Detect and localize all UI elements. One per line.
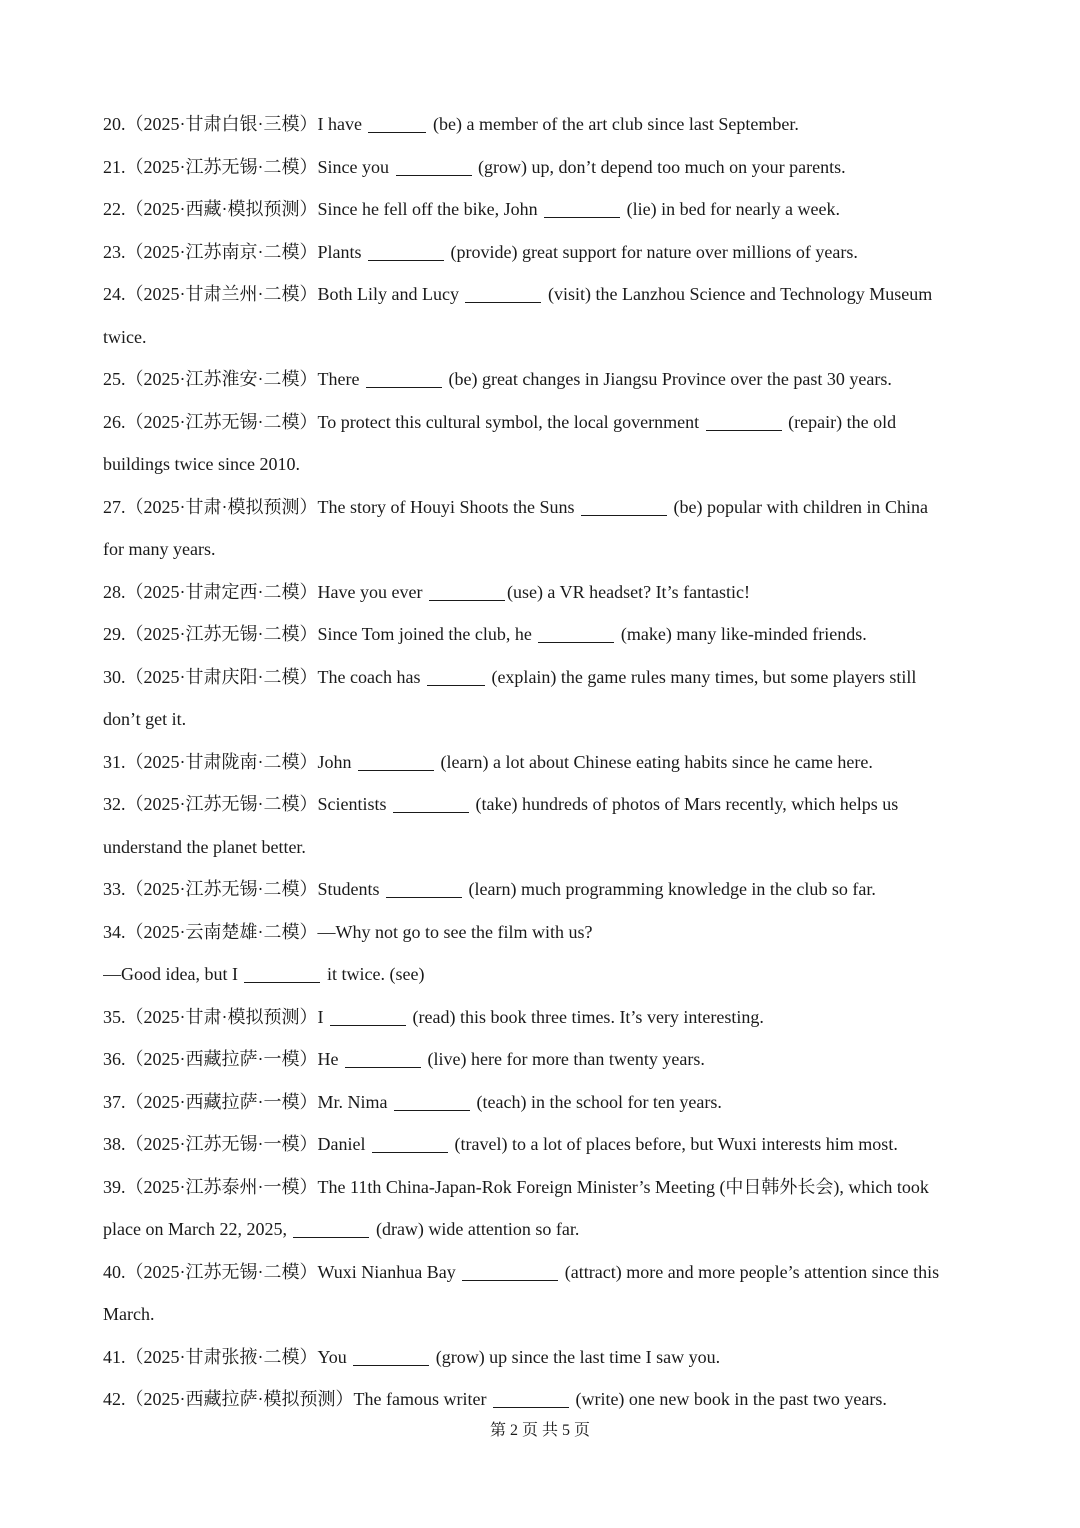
question-text: —Why not go to see the film with us?	[317, 921, 593, 942]
question-text: (grow) up since the last time I saw you.	[431, 1346, 721, 1367]
question-text: —Good idea, but I	[103, 964, 243, 984]
question-number: 30.	[103, 666, 126, 687]
answer-blank[interactable]	[493, 1387, 569, 1408]
question-text: Scientists	[317, 794, 392, 814]
question-source: （2025·江苏无锡·二模）	[125, 156, 318, 177]
question-number: 35.	[103, 1006, 126, 1027]
question-line	[103, 783, 983, 826]
question-line	[103, 1038, 983, 1081]
question-number: 36.	[103, 1049, 126, 1069]
question-text: buildings twice since 2010.	[103, 454, 300, 474]
question-text: (attract) more and more people’s attention since this	[560, 1261, 940, 1282]
question-number: 33.	[103, 879, 126, 899]
question-text: The coach has	[317, 666, 425, 687]
question-source: （2025·江苏泰州·一模）	[125, 1176, 318, 1197]
question-line	[103, 358, 983, 401]
question-number: 23.	[103, 241, 126, 262]
question-source: （2025·江苏无锡·二模）	[125, 624, 318, 644]
question-line	[103, 188, 983, 231]
question-text: (be) a member of the art club since last September.	[428, 114, 799, 134]
question-line	[103, 1208, 983, 1251]
question-text: (read) this book three times. It’s very interesting.	[408, 1006, 764, 1027]
question-line	[103, 1166, 983, 1209]
question-text: Students	[317, 879, 385, 899]
question-text: don’t get it.	[103, 709, 187, 729]
question-number: 20.	[103, 114, 126, 134]
question-line	[103, 698, 983, 741]
question-number: 28.	[103, 581, 126, 602]
answer-blank[interactable]	[538, 622, 614, 643]
answer-blank[interactable]	[372, 1132, 448, 1153]
question-text: (visit) the Lanzhou Science and Technology Museum	[543, 284, 933, 304]
question-number: 32.	[103, 794, 126, 814]
question-line	[103, 486, 983, 529]
answer-blank[interactable]	[358, 750, 434, 771]
question-line	[103, 911, 983, 954]
question-number: 25.	[103, 369, 126, 389]
answer-blank[interactable]	[366, 367, 442, 388]
question-line	[103, 741, 983, 784]
question-text: (be) popular with children in China	[669, 496, 928, 517]
question-text: (make) many like-minded friends.	[616, 624, 867, 644]
question-line	[103, 1293, 983, 1336]
question-text: Daniel	[317, 1134, 370, 1154]
question-source: （2025·江苏无锡·一模）	[125, 1134, 318, 1154]
question-text: (lie) in bed for nearly a week.	[622, 199, 841, 219]
answer-blank[interactable]	[393, 792, 469, 813]
answer-blank[interactable]	[544, 197, 620, 218]
question-text: Wuxi Nianhua Bay	[317, 1261, 461, 1282]
question-source: （2025·甘肃兰州·二模）	[125, 284, 318, 304]
question-source: （2025·江苏无锡·二模）	[125, 794, 318, 814]
question-number: 41.	[103, 1346, 126, 1367]
question-source: （2025·甘肃陇南·二模）	[125, 751, 318, 772]
question-number: 26.	[103, 411, 126, 432]
question-text: The story of Houyi Shoots the Suns	[317, 496, 580, 517]
answer-blank[interactable]	[345, 1047, 421, 1068]
question-source: （2025·西藏拉萨·模拟预测）	[125, 1389, 354, 1409]
question-text: To protect this cultural symbol, the local government	[317, 411, 704, 432]
question-source: （2025·西藏·模拟预测）	[125, 199, 318, 219]
question-number: 37.	[103, 1091, 126, 1112]
question-source: （2025·江苏淮安·二模）	[125, 369, 318, 389]
question-line	[103, 656, 983, 699]
question-source: （2025·甘肃·模拟预测）	[125, 1006, 318, 1027]
question-number: 39.	[103, 1176, 126, 1197]
question-source: （2025·甘肃白银·三模）	[125, 114, 318, 134]
answer-blank[interactable]	[465, 282, 541, 303]
question-text: it twice. (see)	[322, 964, 425, 984]
question-line	[103, 1081, 983, 1124]
question-number: 42.	[103, 1389, 126, 1409]
question-text: (live) here for more than twenty years.	[423, 1049, 705, 1069]
question-text: Mr. Nima	[317, 1091, 392, 1112]
question-text: Since you	[317, 156, 394, 177]
answer-blank[interactable]	[394, 1090, 470, 1111]
question-source: （2025·甘肃庆阳·二模）	[125, 666, 318, 687]
question-text: You	[317, 1346, 352, 1367]
question-number: 29.	[103, 624, 126, 644]
question-line	[103, 443, 983, 486]
question-list	[103, 103, 983, 1421]
answer-blank[interactable]	[427, 665, 485, 686]
question-text: Since Tom joined the club, he	[317, 624, 537, 644]
question-number: 21.	[103, 156, 126, 177]
answer-blank[interactable]	[706, 410, 782, 431]
question-text: He	[317, 1049, 343, 1069]
question-source: （2025·西藏拉萨·一模）	[125, 1091, 318, 1112]
question-text: (grow) up, don’t depend too much on your parents.	[473, 156, 846, 177]
question-text: (travel) to a lot of places before, but Wuxi interests him most.	[449, 1134, 898, 1154]
question-text: (repair) the old	[783, 411, 897, 432]
question-text: Both Lily and Lucy	[317, 284, 464, 304]
question-text: for many years.	[103, 539, 216, 559]
question-number: 24.	[103, 284, 126, 304]
question-text: (explain) the game rules many times, but some players still	[486, 666, 917, 687]
answer-blank[interactable]	[396, 155, 472, 176]
question-line	[103, 231, 983, 274]
question-source: （2025·甘肃张掖·二模）	[125, 1346, 318, 1367]
question-text: The famous writer	[353, 1389, 491, 1409]
question-text: I	[317, 1006, 328, 1027]
question-line	[103, 528, 983, 571]
question-text: John	[317, 751, 357, 772]
question-text: place on March 22, 2025,	[103, 1219, 292, 1239]
question-text: (draw) wide attention so far.	[371, 1219, 580, 1239]
question-source: （2025·甘肃定西·二模）	[125, 581, 318, 602]
question-text: understand the planet better.	[103, 836, 306, 857]
question-text: (learn) much programming knowledge in the club so far.	[464, 879, 876, 899]
question-line	[103, 953, 983, 996]
question-source: （2025·江苏南京·二模）	[125, 241, 318, 262]
question-text: twice.	[103, 326, 147, 347]
question-text: (use) a VR headset? It’s fantastic!	[506, 581, 751, 602]
question-line	[103, 996, 983, 1039]
question-line	[103, 613, 983, 656]
question-number: 40.	[103, 1261, 126, 1282]
question-text: (provide) great support for nature over millions of years.	[446, 241, 858, 262]
question-text: (take) hundreds of photos of Mars recently, which helps us	[471, 794, 899, 814]
question-text: (teach) in the school for ten years.	[472, 1091, 722, 1112]
answer-blank[interactable]	[368, 112, 426, 133]
question-source: （2025·江苏无锡·二模）	[125, 879, 318, 899]
question-line	[103, 401, 983, 444]
question-text: (learn) a lot about Chinese eating habits since he came here.	[436, 751, 873, 772]
answer-blank[interactable]	[429, 580, 505, 601]
question-line	[103, 868, 983, 911]
answer-blank[interactable]	[462, 1260, 558, 1281]
question-text: The 11th China-Japan-Rok Foreign Minister’s Meeting (中日韩外长会), which took	[317, 1176, 929, 1197]
question-text: I have	[317, 114, 367, 134]
question-text: Plants	[317, 241, 367, 262]
question-number: 22.	[103, 199, 126, 219]
question-line	[103, 103, 983, 146]
question-line	[103, 316, 983, 359]
question-text: There	[317, 369, 364, 389]
question-text: Have you ever	[317, 581, 427, 602]
question-line	[103, 273, 983, 316]
answer-blank[interactable]	[244, 962, 320, 983]
question-number: 27.	[103, 496, 126, 517]
question-line	[103, 1336, 983, 1379]
question-line	[103, 1251, 983, 1294]
page-footer: 第 2 页 共 5 页	[489, 1422, 590, 1439]
question-source: （2025·江苏无锡·二模）	[125, 1261, 318, 1282]
answer-blank[interactable]	[368, 240, 444, 261]
question-number: 38.	[103, 1134, 126, 1154]
question-text: (be) great changes in Jiangsu Province over the past 30 years.	[443, 369, 892, 389]
answer-blank[interactable]	[330, 1005, 406, 1026]
question-number: 31.	[103, 751, 126, 772]
question-line	[103, 1378, 983, 1421]
question-text: (write) one new book in the past two years.	[570, 1389, 887, 1409]
answer-blank[interactable]	[581, 495, 667, 516]
question-text: March.	[103, 1304, 155, 1324]
question-line	[103, 571, 983, 614]
question-source: （2025·江苏无锡·二模）	[125, 411, 318, 432]
question-text: Since he fell off the bike, John	[317, 199, 543, 219]
answer-blank[interactable]	[386, 877, 462, 898]
question-line	[103, 1123, 983, 1166]
question-source: （2025·云南楚雄·二模）	[125, 921, 318, 942]
question-number: 34.	[103, 921, 126, 942]
question-source: （2025·甘肃·模拟预测）	[125, 496, 318, 517]
question-source: （2025·西藏拉萨·一模）	[125, 1049, 318, 1069]
answer-blank[interactable]	[353, 1345, 429, 1366]
answer-blank[interactable]	[293, 1217, 369, 1238]
question-line	[103, 826, 983, 869]
question-line	[103, 146, 983, 189]
